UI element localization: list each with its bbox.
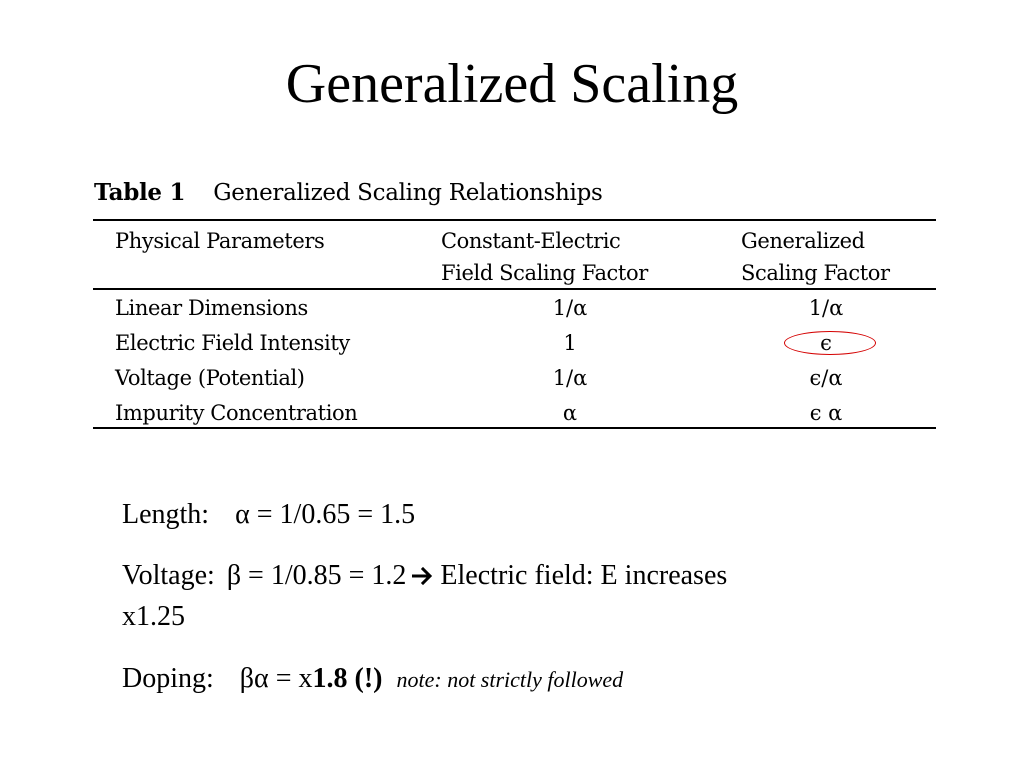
voltage-line (122, 556, 727, 596)
doping-formula: βα = x (239, 663, 313, 694)
row-constant-field: 1/α (552, 366, 588, 390)
table-row (0, 291, 1024, 326)
highlight-oval (784, 331, 876, 355)
header-generalized-line1: Generalized (741, 229, 865, 253)
doping-formula-value: 1.8 (!) (312, 663, 383, 694)
length-formula: α = 1/0.65 = 1.5 (235, 499, 416, 530)
row-generalized: ϵ (820, 331, 832, 355)
header-generalized-line2: Scaling Factor (741, 261, 890, 285)
right-arrow-icon (412, 567, 434, 585)
doping-label: Doping: (122, 663, 214, 694)
table-caption (94, 178, 603, 208)
row-constant-field: 1 (563, 331, 577, 355)
table-bottom-rule (93, 427, 936, 429)
table-row (0, 396, 1024, 431)
table-row (0, 361, 1024, 396)
row-param: Impurity Concentration (115, 401, 358, 425)
row-param: Electric Field Intensity (115, 331, 350, 355)
header-constant-field-line1: Constant-Electric (441, 229, 621, 253)
row-generalized: 1/α (808, 296, 844, 320)
voltage-formula: β = 1/0.85 = 1.2 (226, 560, 407, 591)
voltage-result-continued: x1.25 (122, 601, 185, 632)
table-top-rule (93, 219, 936, 221)
voltage-label: Voltage: (122, 560, 215, 591)
header-physical-parameters: Physical Parameters (115, 229, 325, 253)
header-generalized (741, 225, 890, 289)
length-line (122, 495, 415, 535)
row-generalized: ϵ/α (809, 366, 843, 390)
row-param: Linear Dimensions (115, 296, 308, 320)
row-generalized: ϵ α (809, 401, 843, 425)
header-constant-field-line2: Field Scaling Factor (441, 261, 648, 285)
table-caption-label: Table 1 (94, 179, 186, 206)
table-header-rule (93, 288, 936, 290)
length-label: Length: (122, 499, 210, 530)
doping-line (122, 659, 623, 700)
row-constant-field: 1/α (552, 296, 588, 320)
header-constant-field (441, 225, 648, 289)
slide-title: Generalized Scaling (285, 53, 739, 115)
doping-note: note: not strictly followed (396, 667, 624, 692)
row-constant-field: α (562, 401, 578, 425)
row-param: Voltage (Potential) (115, 366, 305, 390)
table-caption-text: Generalized Scaling Relationships (213, 180, 603, 206)
voltage-result: Electric field: E increases (440, 560, 728, 591)
